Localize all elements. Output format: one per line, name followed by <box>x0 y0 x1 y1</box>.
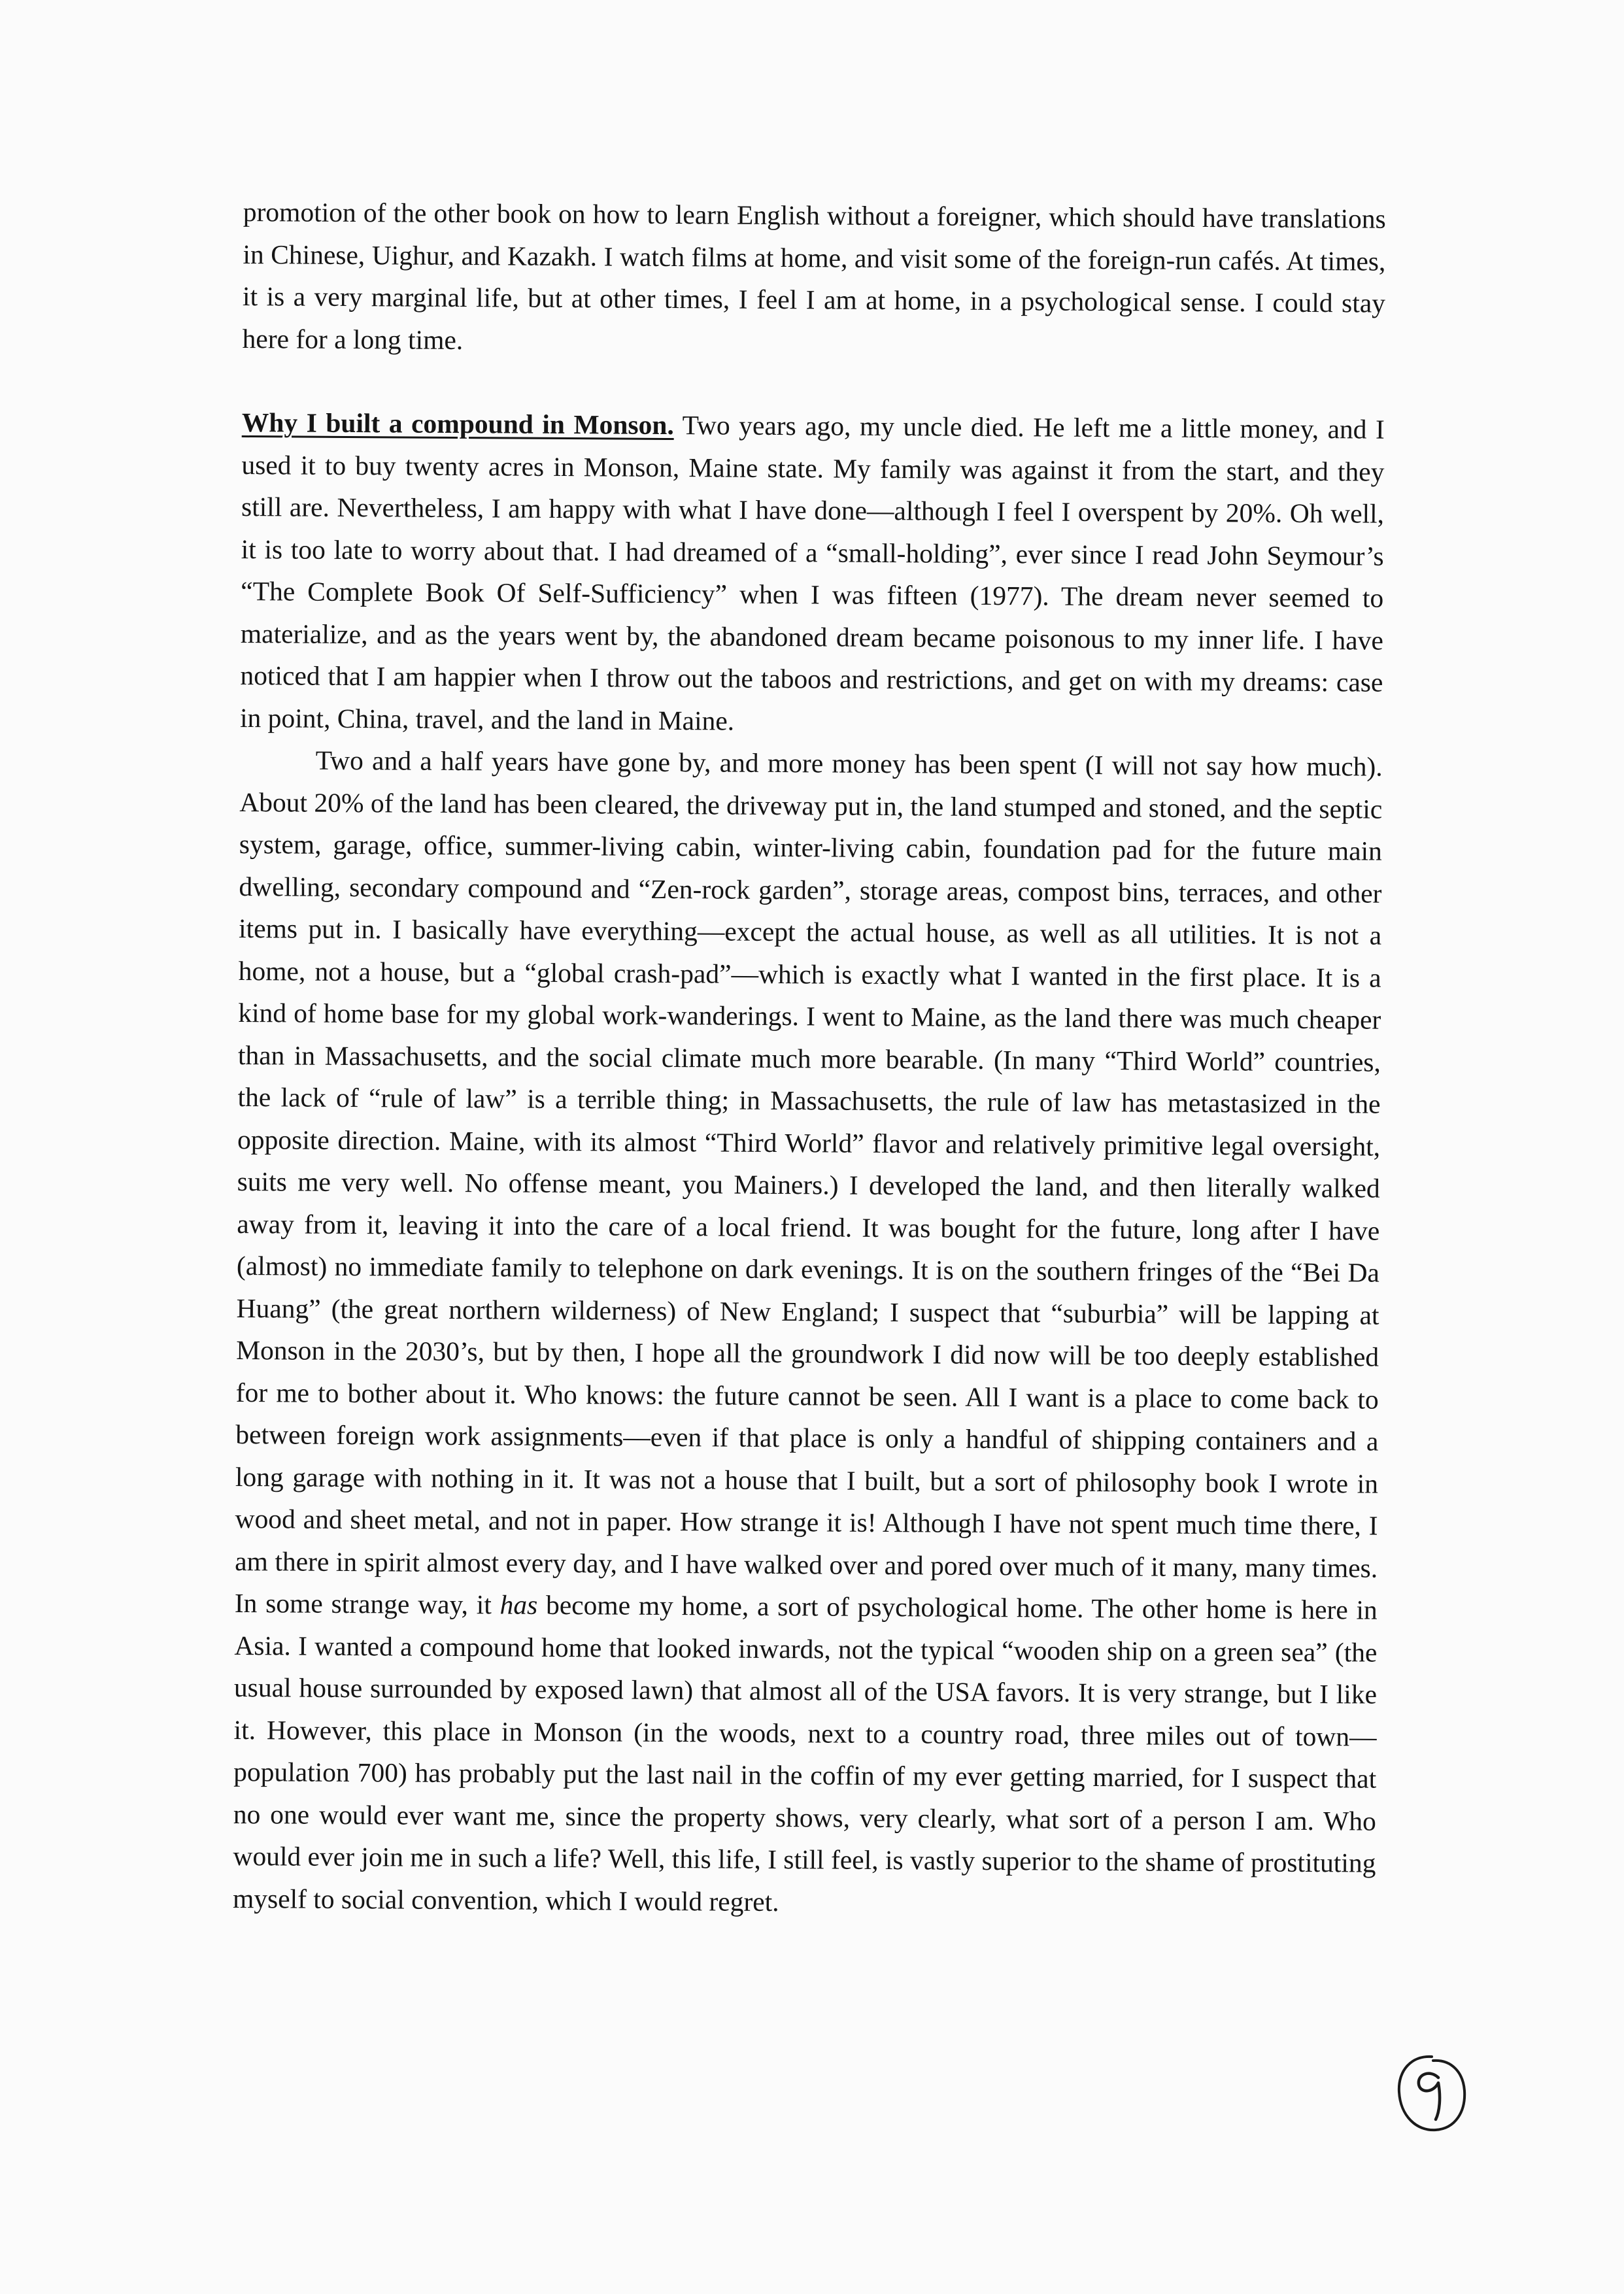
circled-number-icon <box>1393 2051 1470 2136</box>
paragraph-intro: promotion of the other book on how to learn English without a foreigner, which should have translations in Chinese, Uighur, and Kazakh. I watch films at home, and visit some of the foreign-run cafés. At times, it is a very marginal life, but at other times, I feel I am at home, in a psychological sense. I could stay here for a long time. <box>242 196 1386 355</box>
paragraph-monson-details-text-a: Two and a half years have gone by, and more money has been spent (I will not say how much). About 20% of the land has been cleared, the driveway put in, the land stumped and stoned, and the septic system, garage, office, summer-living cabin, winter-living cabin, foundation pad for the future main dwelling, secondary compound and “Zen-rock garden”, storage areas, compost bins, terraces, and other items put in. I basically have everything—except the actual house, as well as all utilities. It is not a home, not a house, but a “global crash-pad”—which is exactly what I wanted in the first place. It is a kind of home base for my global work-wanderings. I went to Maine, as the land there was much cheaper than in Massachusetts, and the social climate much more bearable. (In many “Third World” countries, the lack of “rule of law” is a terrible thing; in Massachusetts, the rule of law has metastasized in the opposite direction. Maine, with its almost “Third World” flavor and relatively primitive legal oversight, suits me very well. No offense meant, you Mainers.) I developed the land, and then literally walked away from it, leaving it into the care of a local friend. It was bought for the future, long after I have (almost) no immediate family to telephone on dark evenings. It is on the southern fringes of the “Bei Da Huang” (the great northern wilderness) of New England; I suspect that “suburbia” will be lapping at Monson in the 2030’s, but by then, I hope all the groundwork I did now will be too deeply established for me to bother about it. Who knows: the future cannot be seen. All I want is a place to come back to between foreign work assignments—even if that place is only a handful of shipping containers and a long garage with nothing in it. It was not a house that I built, but a sort of philosophy book I wrote in wood and sheet metal, and not in paper. How strange it is! Although I have not spent much time there, I am there in spirit almost every day, and I have walked over and pored over much of it many, many times. In some strange way, it <box>234 745 1383 1620</box>
paragraph-monson-intro <box>240 401 1385 746</box>
paragraph-monson-details-text-b: become my home, a sort of psychological home. The other home is here in Asia. I wanted a compound home that looked inwards, not the typical “wooden ship on a green sea” (the usual house surrounded by exposed lawn) that almost all of the USA favors. It is very strange, but I like it. However, this place in Monson (in the woods, next to a country road, three miles out of town—population 700) has probably put the last nail in the coffin of my ever getting married, for I suspect that no one would ever want me, since the property shows, very clearly, what sort of a person I am. Who would ever join me in such a life? Well, this life, I still feel, is vastly superior to the shame of prostituting myself to social convention, which I would regret. <box>232 1589 1378 1917</box>
body-text <box>233 191 1386 1927</box>
paragraph-monson-details <box>233 739 1383 1927</box>
section-heading: Why I built a compound in Monson. <box>241 407 674 441</box>
italic-emphasis: has <box>499 1589 538 1620</box>
page-number-handwritten <box>1393 2051 1470 2136</box>
paragraph-monson-intro-text: Two years ago, my uncle died. He left me a little money, and I used it to buy twenty acres in Monson, Maine state. My family was against it from the start, and they still are. Nevertheless, I am happy with what I have done—although I feel I overspent by 20%. Oh well, it is too late to worry about that. I had dreamed of a “small-holding”, ever since I read John Seymour’s “The Complete Book Of Self-Sufficiency” when I was fifteen (1977). The dream never seemed to materialize, and as the years went by, the abandoned dream became poisonous to my inner life. I have noticed that I am happier when I throw out the taboos and restrictions, and get on with my dreams: case in point, China, travel, and the land in Maine. <box>239 410 1385 736</box>
